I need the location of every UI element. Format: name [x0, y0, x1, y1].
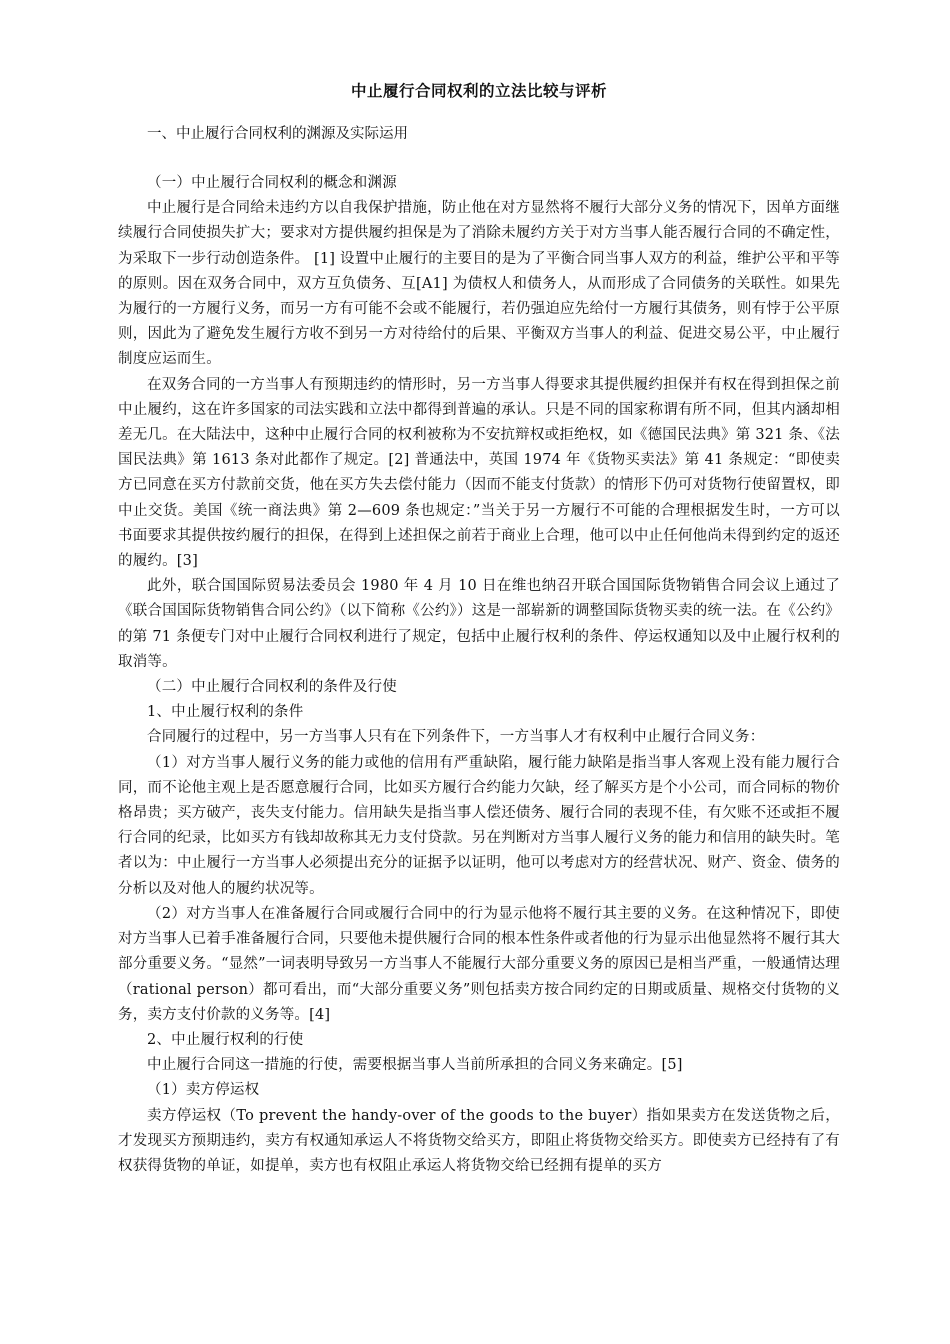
- document-title: 中止履行合同权利的立法比较与评析: [350, 81, 607, 100]
- document-page: [118, 78, 840, 1179]
- subheading: 2、中止履行权利的行使: [147, 1031, 304, 1048]
- paragraph: 中止履行合同这一措施的行使，需要根据当事人当前所承担的合同义务来确定。[5]: [147, 1057, 683, 1074]
- subheading: 1、中止履行权利的条件: [147, 704, 304, 721]
- subheading: （1）卖方停运权: [147, 1082, 260, 1099]
- subheading: （一）中止履行合同权利的概念和渊源: [147, 175, 397, 191]
- section-heading: 一、中止履行合同权利的渊源及实际运用: [147, 126, 408, 142]
- paragraph: 在双务合同的一方当事人有预期违约的情形时，另一方当事人得要求其提供履约担保并有权在得到担保之前中止履约，这在许多国家的司法实践和立法中都得到普遍的承认。只是不同的国家称谓有所不同，但其内涵却相差无几。在大陆法中，这种中止履行合同的权利被称为不安抗辩权或拒绝权，如《德国民法典》第 321 条、《法国民法典》第 1613 条对此都作了规定。[2] 普通法中，英国 1974 年《货物买卖法》第 41 条规定：“即使卖方已同意在买方付款前交货，他在买方失去偿付能力（因而不能支付货款）的情形下仍可对货物行使留置权，即中止交货。美国《统一商法典》第 2—609 条也规定：”当关于另一方履行不可能的合理根据发生时，一方可以书面要求其提供按约履行的担保，在得到上述担保之前若于商业上合理，他可以中止任何他尚未得到约定的返还的履约。[3]: [118, 376, 840, 570]
- subheading: （二）中止履行合同权利的条件及行使: [147, 679, 397, 696]
- paragraph: 卖方停运权（To prevent the handy-over of the goods to the buyer）指如果卖方在发送货物之后，才发现买方预期违约，卖方有权通知承运人不将货物交给买方，即阻止将货物交给买方。即使卖方已经持有了有权获得货物的单证，如提单，卖方也有权阻止承运人将货物交给已经拥有提单的买方: [118, 1107, 840, 1174]
- paragraph: 此外，联合国国际贸易法委员会 1980 年 4 月 10 日在维也纳召开联合国国际货物销售合同会议上通过了《联合国国际货物销售合同公约》（以下简称《公约》）这是一部崭新的调整国际货物买卖的统一法。在《公约》的第 71 条便专门对中止履行合同权利进行了规定，包括中止履行权利的条件、停运权通知以及中止履行权利的取消等。: [118, 578, 840, 670]
- paragraph: （1）对方当事人履行义务的能力或他的信用有严重缺陷，履行能力缺陷是指当事人客观上没有能力履行合同，而不论他主观上是否愿意履行合同，比如买方履行合约能力欠缺，经了解买方是个小公司，而合同标的物价格昂贵；买方破产，丧失支付能力。信用缺失是指当事人偿还债务、履行合同的表现不佳，有欠账不还或拒不履行合同的纪录，比如买方有钱却故称其无力支付贷款。另在判断对方当事人履行义务的能力和信用的缺失时。笔者以为：中止履行一方当事人必须提出充分的证据予以证明，他可以考虑对方的经营状况、财产、资金、债务的分析以及对他人的履约状况等。: [118, 754, 840, 897]
- paragraph: （2）对方当事人在准备履行合同或履行合同中的行为显示他将不履行其主要的义务。在这种情况下，即使对方当事人已着手准备履行合同，只要他未提供履行合同的根本性条件或者他的行为显示出他显然将不履行其大部分重要义务。“显然”一词表明导致另一方当事人不能履行大部分重要义务的原因已是相当严重，一般通情达理（rational person）都可看出，而“大部分重要义务”则包括卖方按合同约定的日期或质量、规格交付货物的义务，卖方支付价款的义务等。[4]: [118, 905, 840, 1023]
- paragraph: 合同履行的过程中，另一方当事人只有在下列条件下，一方当事人才有权利中止履行合同义务：: [147, 729, 765, 746]
- paragraph: 中止履行是合同给未违约方以自我保护措施，防止他在对方显然将不履行大部分义务的情况下，因单方面继续履行合同使损失扩大；要求对方提供履约担保是为了消除未履约方关于对方当事人能否履行合同的不确定性，为采取下一步行动创造条件。 [1] 设置中止履行的主要目的是为了平衡合同当事人双方的利益，维护公平和平等的原则。因在双务合同中，双方互负债务、互[A1] 为债权人和债务人，从而形成了合同债务的关联性。如果先为履行的一方履行义务，而另一方有可能不会或不能履行，若仍强迫应先给付一方履行其债务，则有悖于公平原则，因此为了避免发生履行方收不到另一方对待给付的后果、平衡双方当事人的利益、促进交易公平，中止履行制度应运而生。: [118, 200, 840, 368]
